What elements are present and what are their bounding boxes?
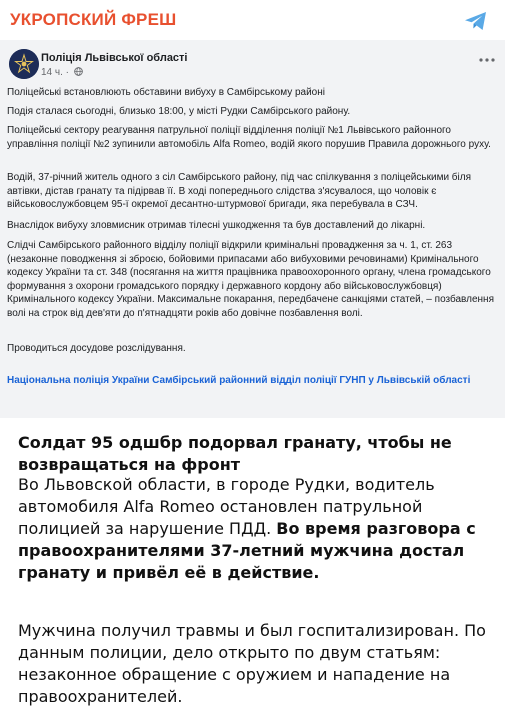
more-options-icon[interactable] (478, 56, 496, 64)
post-paragraph: Внаслідок вибуху зловмисник отримав тілесні ушкодження та був доставлений до лікарні. (7, 220, 426, 231)
message-paragraph: Мужчина получил травмы и был госпитализирован. По данным полиции, дело открыто по двум статьям: незаконное обращение с оружием и нападение на правоохранителей. (18, 621, 486, 706)
meta-separator: · (65, 67, 70, 78)
post-meta (41, 67, 83, 78)
post-paragraph: Поліцейські сектору реагування патрульної поліції відділення поліції №1 Львівського районного управління поліції №2 зупинили автомобіль Alfa Romeo, водій якого порушив Правила дорожнього руху. (7, 125, 491, 150)
post-paragraph: Слідчі Самбірського районного відділу поліції відкрили кримінальні провадження за ч. 1, ст. 263 (незаконне поводження зі зброєю, бойовими припасами або вибуховими речовинами) Кримінального кодексу України та ст. 348 (посягання на життя працівника правоохоронного органу, члена громадського формування з охорони громадського порядку і державного кордону або військовослужбовця) Кримінального кодексу України. Максимальне покарання, передбачене санкціями статей, – позбавлення волі на строк від дев'яти до п'ятнадцяти років або довічне позбавлення волі. (7, 240, 494, 319)
message-headline: Солдат 95 одшбр подорвал гранату, чтобы не возвращаться на фронт (18, 433, 452, 474)
post-paragraph: Поліцейські встановлюють обставини вибуху в Самбірському районі (7, 87, 325, 98)
channel-header (0, 0, 505, 40)
post-time[interactable]: 14 ч. (41, 67, 63, 78)
message-text: Во Львовской области, в городе Рудки, водитель автомобиля Alfa Romeo остановлен патрульной полицией за нарушение ПДД. (18, 475, 435, 538)
post-paragraph: Подія сталася сьогодні, близько 18:00, у місті Рудки Самбірського району. (7, 106, 351, 117)
channel-title[interactable]: УКРОПСКИЙ ФРЕШ (10, 10, 177, 29)
hashtag-links (7, 375, 502, 386)
telegram-icon[interactable] (463, 8, 489, 34)
facebook-post-screenshot (0, 40, 505, 418)
post-paragraph: Проводиться досудове розслідування. (7, 343, 186, 354)
globe-icon (74, 67, 83, 76)
page-name[interactable]: Поліція Львівської області (41, 52, 188, 64)
hashtag-link[interactable]: Національна поліція України (7, 375, 150, 386)
police-logo-avatar[interactable] (9, 49, 39, 79)
message-bold-text: Во время разговора с правоохранителями 37-летний мужчина достал гранату и привёл её в действие. (18, 519, 476, 582)
post-paragraph: Водій, 37-річний житель одного з сіл Самбірського району, під час спілкування з поліцейськими біля автівки, дістав гранату та підірвав її. В ході попереднього слідства з'ясувалося, що чоловік є військовослужбовцем 95-ї окремої десантно-штурмової бригади, яка перебувала в СЗЧ. (7, 172, 472, 211)
message-paragraph (18, 474, 488, 584)
hashtag-link[interactable]: Самбірський районний відділ поліції ГУНП у Львівській області (152, 375, 471, 386)
